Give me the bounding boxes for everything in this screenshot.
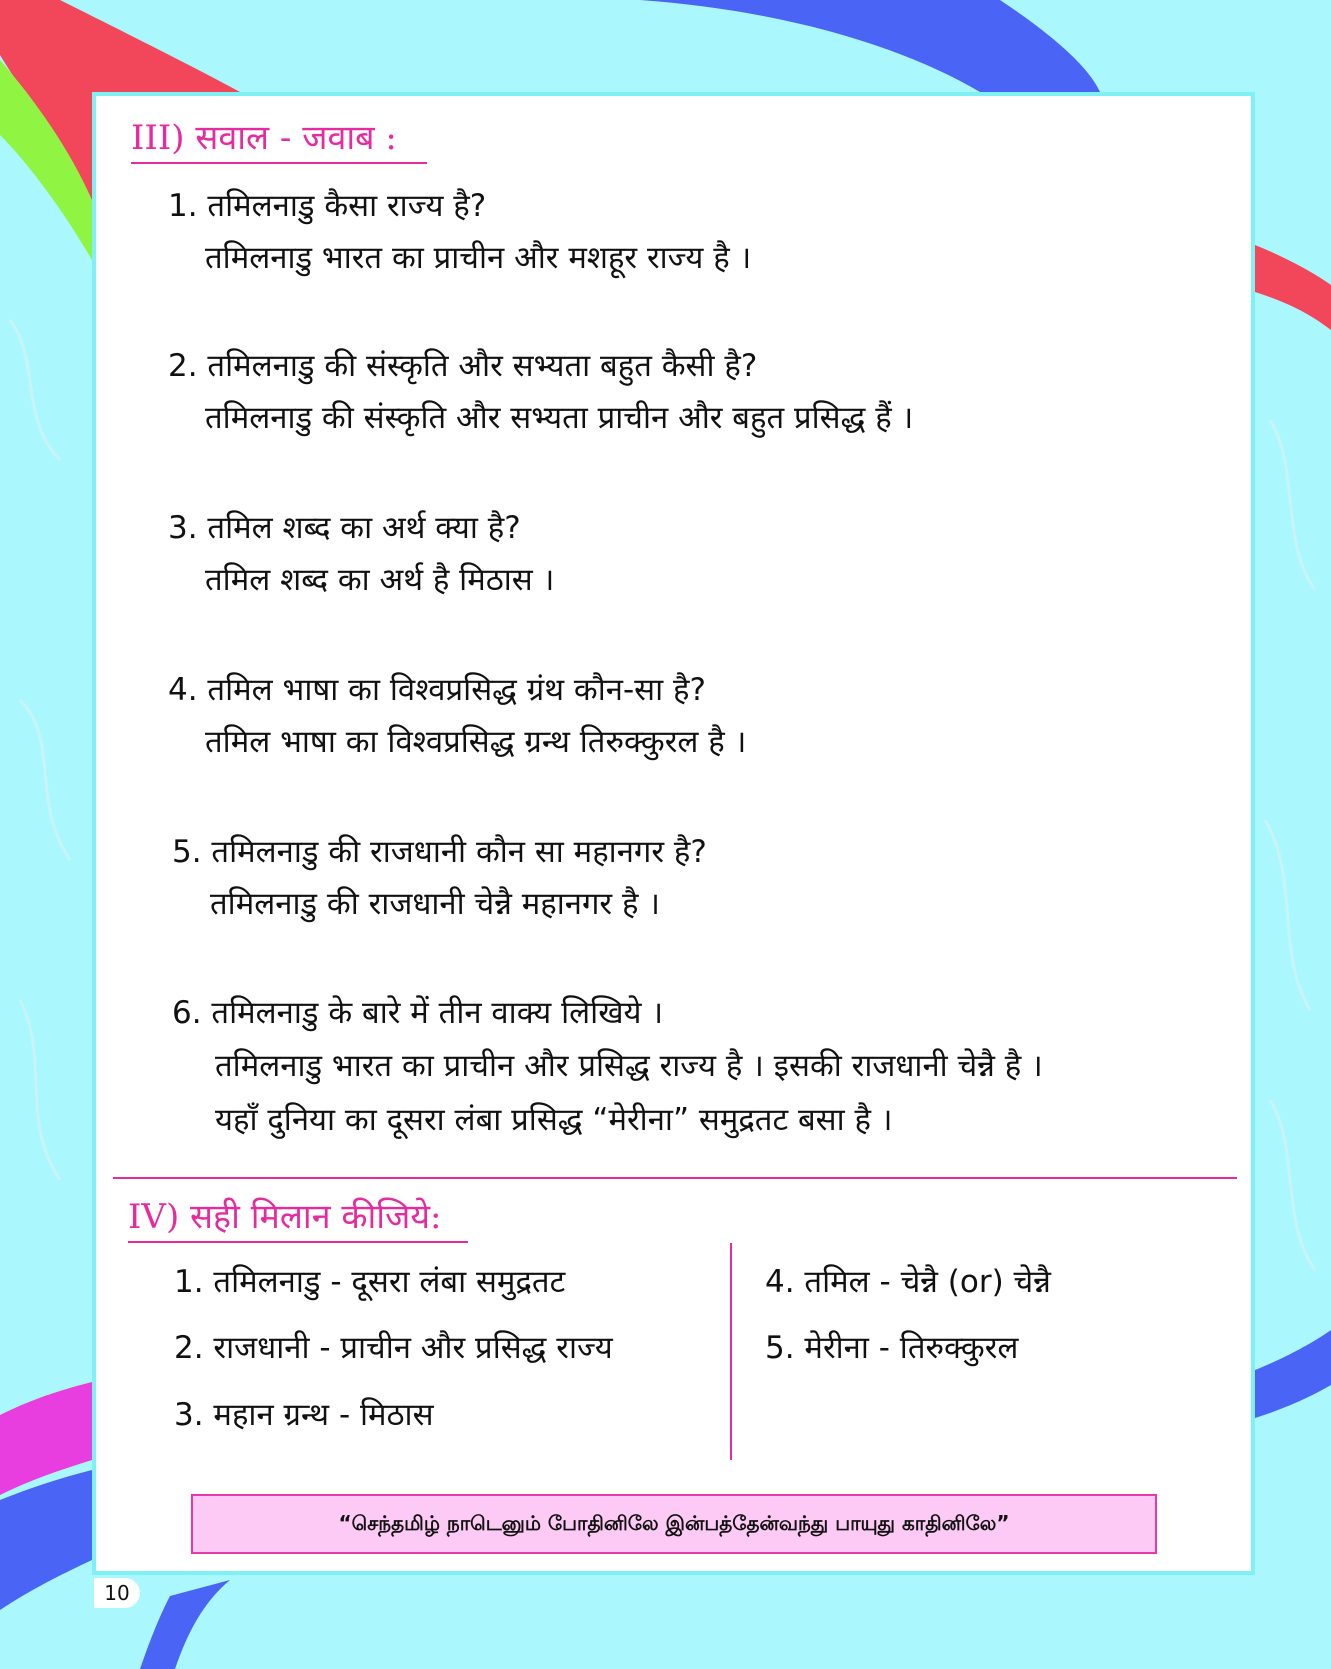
answer-1: तमिलनाडु भारत का प्राचीन और मशहूर राज्य है । [205,240,752,276]
section3-title: III) सवाल - जवाब : [131,116,427,164]
question-5: 5. तमिलनाडु की राजधानी कौन सा महानगर है? [172,834,707,870]
answer-4: तमिल भाषा का विश्वप्रसिद्ध ग्रन्थ तिरुक्कुरल है । [205,724,747,760]
match-column-divider [730,1243,732,1460]
answer-5: तमिलनाडु की राजधानी चेन्नै महानगर है । [210,886,661,922]
answer-6-line-2: यहाँ दुनिया का दूसरा लंबा प्रसिद्ध “मेरीना” समुद्रतट बसा है । [215,1102,893,1138]
question-2: 2. तमिलनाडु की संस्कृति और सभ्यता बहुत कैसी है? [168,348,758,384]
match-left-2: 2. राजधानी - प्राचीन और प्रसिद्ध राज्य [174,1330,613,1366]
match-left-3: 3. महान ग्रन्थ - मिठास [174,1397,434,1433]
answer-6-line-1: तमिलनाडु भारत का प्राचीन और प्रसिद्ध राज्य है । इसकी राजधानी चेन्नै है । [215,1048,1043,1084]
answer-2: तमिलनाडु की संस्कृति और सभ्यता प्राचीन और बहुत प्रसिद्ध हैं । [205,400,914,436]
question-3: 3. तमिल शब्द का अर्थ क्या है? [168,510,521,546]
question-1: 1. तमिलनाडु कैसा राज्य है? [168,188,487,224]
question-6: 6. तमिलनाडु के बारे में तीन वाक्य लिखिये । [172,995,664,1031]
page-number: 10 [94,1578,140,1608]
answer-3: तमिल शब्द का अर्थ है मिठास । [205,562,555,598]
tamil-quote-box [191,1494,1157,1554]
section-divider [113,1177,1237,1179]
section4-title: IV) सही मिलान कीजिये: [128,1195,468,1243]
question-4: 4. तमिल भाषा का विश्वप्रसिद्ध ग्रंथ कौन-सा है? [168,672,706,708]
match-right-1: 4. तमिल - चेन्नै (or) चेन्नै [765,1264,1051,1300]
match-left-1: 1. तमिलनाडु - दूसरा लंबा समुद्रतट [174,1264,566,1300]
match-right-2: 5. मेरीना - तिरुक्कुरल [765,1330,1019,1366]
tamil-quote-text: “செந்தமிழ் நாடெனும் போதினிலே இன்பத்தேன்வந்து பாயுது காதினிலே” [338,1510,1010,1535]
